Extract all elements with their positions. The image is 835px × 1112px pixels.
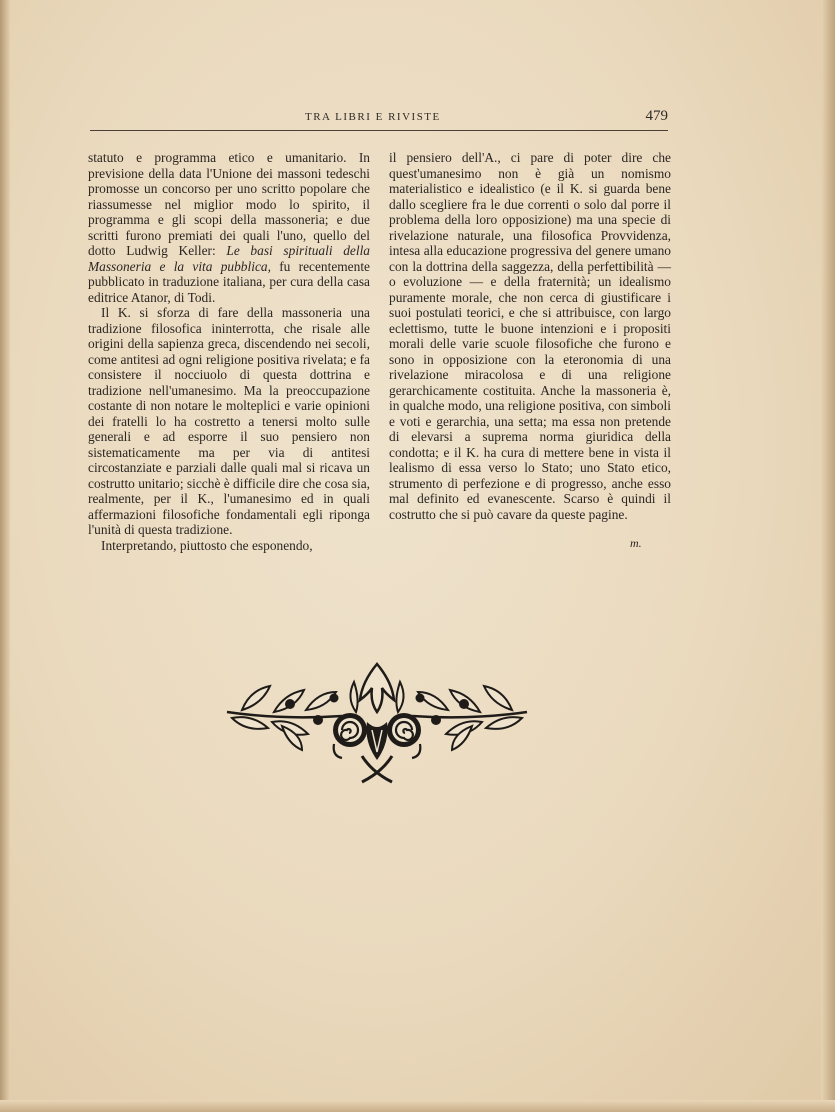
left-paragraph-3: Interpretando, piuttosto che esponendo,	[101, 537, 313, 553]
page-edge-bottom	[0, 1100, 835, 1112]
page-edge-right	[821, 0, 835, 1112]
floral-ornament-icon	[222, 660, 532, 790]
running-title: TRA LIBRI E RIVISTE	[305, 111, 441, 123]
book-title: Le basi spirituali della Massoneria e la vita pubblica,	[88, 243, 370, 274]
right-paragraph-1: il pensiero dell'A., ci pare di poter dire che quest'umanesimo non è già un nomismo materialistico e idealistico (e il K. si guarda bene dallo scegliere fra le due correnti o solo dal porre il problema della loro opposizione) ma una specie di rivelazione naturale, una filosofica Provvidenza, intesa alla educazione progressiva del genere umano con la dottrina della saggezza, della perfettibilità — o evoluzione — e della fraternità; un idealismo puramente morale, che non cerca di giustificare i suoi postulati teorici, e che si attribuisce, con largo eclettismo, tutte le buone intenzioni e i propositi morali delle varie scuole filosofiche che furono e sono in opposizione con la eteronomia di una rivelazione miracolosa e di una religione gerarchicamente costituita. Anche la massoneria è, in qualche modo, una religione positiva, con simboli e voti e gerarchia, una setta; ma essa non pretende di elevarsi a suprema norma giuridica della condotta; e il K. ha cura di mettere bene in vista il lealismo di essa verso lo Stato; uno Stato etico, strumento di perfezione e di progresso, anche esso mal definito ed evanescente. Scarso è quindi il costrutto che si può cavare da queste pagine.	[389, 150, 671, 522]
page-number: 479	[645, 108, 668, 124]
left-paragraph-2: Il K. si sforza di fare della massoneria una tradizione filosofica ininterrotta, che risale alle origini della sapienza greca, discendendo nei secoli, come antitesi ad ogni religione positiva rivelata; e fa consistere il nocciuolo di questa dottrina e tradizione nell'umanesimo. Ma la preoccupazione costante di non notare le molteplici e varie opinioni dei fratelli lo ha costretto a tenersi molto sulle generali e ad esporre il suo pensiero non sistematicamente ma per via di antitesi circostanziate e parziali dalle quali mal si ricava un costrutto unitario; sicchè è difficile dire che cosa sia, realmente, per il K., l'umanesimo ed in quali affermazioni filosofiche fondamentali egli riponga l'unità di questa tradizione.	[88, 305, 370, 537]
author-signature: m.	[630, 536, 642, 550]
page-edge-left	[0, 0, 10, 1112]
left-paragraph-1-end: fu recentemente pubblicato in traduzione italiana, per cura della casa editrice Atanor, di Todi.	[88, 258, 370, 305]
left-column	[88, 150, 370, 553]
running-head	[90, 108, 668, 130]
right-column	[389, 150, 671, 522]
left-paragraph-1-text: statuto e programma etico e umanitario. In previsione della data l'Unione dei massoni tedeschi promosse un concorso per uno scritto popolare che riassumesse nel miglior modo lo spirito, il programma e gli scopi della massoneria; e due scritti furono premiati dei quali l'uno, quello del dotto Ludwig Keller:	[88, 150, 370, 258]
header-rule	[90, 130, 668, 131]
left-paragraph-1	[88, 150, 370, 305]
